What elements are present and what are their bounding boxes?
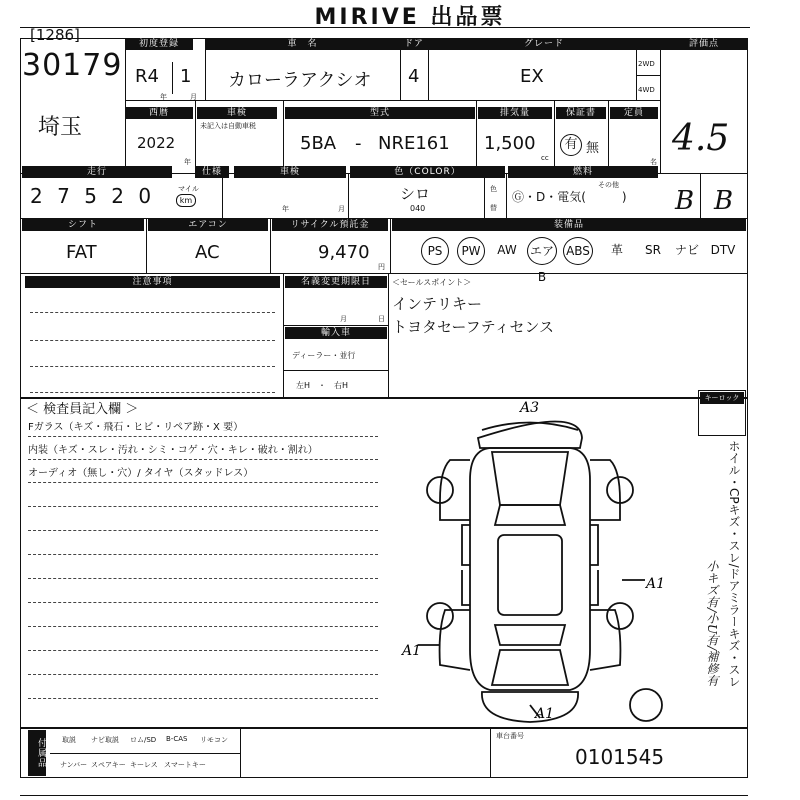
inspector-rule	[28, 698, 378, 699]
evaluation-score: 4.5	[672, 118, 730, 159]
shift-value: FAT	[66, 242, 97, 263]
inspector-rule	[28, 506, 378, 507]
accessory: リモコン	[200, 736, 228, 744]
trunk	[492, 650, 568, 685]
mileage-digit: 2	[30, 184, 47, 208]
divider	[283, 370, 388, 371]
recycle-header: リサイクル預託金	[272, 219, 388, 231]
divider	[20, 273, 748, 274]
owner-change-header: 名義変更期限日	[285, 276, 387, 288]
year-unit-2: 年	[184, 158, 191, 166]
model-header: 型式	[285, 107, 475, 119]
damage-mark-a3: A3	[520, 400, 540, 416]
note-line	[30, 366, 275, 367]
fuel-header: 燃料	[508, 166, 658, 178]
lot-box: [1286]	[30, 26, 80, 44]
model-prefix: 5BA	[300, 133, 337, 154]
accessory: キーレス	[130, 761, 158, 769]
warranty-yes	[560, 134, 582, 156]
equipment-header: 装備品	[392, 219, 746, 231]
divider	[660, 38, 661, 173]
vertical-note-2: 小キズ有/小U有/補修有	[705, 560, 719, 687]
mileage-unit-mile: マイル	[178, 185, 199, 193]
drive-2wd: 2WD	[638, 60, 655, 68]
sales-point-2: トヨタセーフティセンス	[392, 318, 555, 336]
equip-abs: ABS	[561, 237, 595, 265]
inspector-rule	[28, 554, 378, 555]
inspector-rule	[28, 650, 378, 651]
divider	[172, 62, 173, 94]
mileage-header: 走行	[22, 166, 172, 178]
mileage-digits	[30, 184, 155, 208]
equip-sr: SR	[645, 243, 661, 257]
spec-header: 仕様	[195, 166, 229, 178]
fuel-other: その他	[598, 181, 619, 189]
divider	[240, 728, 241, 778]
inspector-rule	[28, 482, 378, 483]
equip-ps: PS	[418, 237, 452, 265]
divider	[390, 218, 391, 273]
first-reg-era: R4	[135, 66, 159, 87]
equip-airbag: エアB	[525, 237, 559, 290]
doors-value: 4	[408, 66, 420, 87]
color-name: シロ	[400, 185, 431, 203]
owner-change-day: 日	[378, 315, 385, 323]
note-line	[30, 392, 275, 393]
rear-left-wheel	[427, 603, 453, 629]
rear-window	[495, 625, 565, 645]
car-body	[470, 448, 590, 690]
divider	[400, 38, 401, 100]
inspector-rule	[28, 602, 378, 603]
lot-number: 30179	[22, 48, 123, 83]
inspector-header: ＜ 検査員記入欄 ＞	[26, 402, 139, 417]
divider	[283, 325, 388, 326]
mileage-digit: 2	[111, 184, 129, 208]
divider	[283, 273, 284, 398]
score-interior: B	[675, 186, 695, 216]
divider	[50, 753, 240, 754]
divider	[195, 100, 196, 173]
equip-aw: AW	[497, 243, 517, 257]
divider	[476, 100, 477, 173]
recycle-value: 9,470	[318, 242, 370, 263]
mileage-digit: 7	[57, 184, 74, 208]
note-line	[30, 312, 275, 313]
fuel-value: Ⓖ・D・電気( )	[512, 190, 627, 204]
drive-4wd: 4WD	[638, 86, 655, 94]
divider	[125, 38, 126, 173]
evaluation-header: 評価点	[660, 38, 748, 50]
warranty-no: 無	[586, 141, 600, 156]
divider	[125, 100, 660, 101]
inspector-line-3: オーディオ（無し・穴）/ タイヤ（スタッドレス）	[28, 468, 254, 479]
color-label-1: 色	[490, 185, 497, 193]
divider	[554, 100, 555, 173]
year-header: 西暦	[125, 107, 193, 119]
km-circle: km	[176, 194, 196, 207]
page-title: MIRIVE 出品票	[314, 5, 506, 30]
right-door	[590, 525, 598, 605]
chassis-header: 車台番号	[496, 732, 524, 740]
inspection-note: 未記入は自動車税	[200, 122, 256, 130]
shaken-month: 月	[338, 205, 345, 213]
month-unit: 月	[190, 93, 197, 101]
year-value: 2022	[137, 134, 176, 152]
right-rear-fender	[590, 610, 620, 670]
equip-leather: 革	[610, 243, 623, 257]
divider	[388, 273, 389, 398]
divider	[506, 173, 507, 218]
mileage-digit: 5	[84, 184, 101, 208]
mileage-unit-km	[176, 194, 196, 207]
import-handle: 左H ・ 右H	[296, 381, 349, 390]
page-bottom-rule	[20, 795, 748, 796]
capacity-unit: 名	[650, 158, 657, 166]
windshield	[495, 505, 565, 525]
divider	[636, 75, 660, 76]
score-exterior: B	[714, 186, 734, 216]
doors-header: ドア	[400, 38, 428, 50]
inspection-header: 車検	[197, 107, 277, 119]
divider	[700, 173, 701, 218]
divider	[283, 100, 284, 173]
capacity-header: 定員	[610, 107, 658, 119]
inspector-rule	[28, 674, 378, 675]
accessory: ナビ取説	[91, 736, 119, 744]
recycle-unit: 円	[378, 263, 385, 271]
accessory: スペアキー	[91, 761, 126, 769]
aircon-header: エアコン	[148, 219, 268, 231]
displacement-value: 1,500	[484, 133, 536, 154]
damage-mark-a1-left: A1	[402, 643, 422, 659]
accessory: スマートキー	[164, 761, 206, 769]
divider	[428, 38, 429, 100]
accessory: B-CAS	[166, 735, 188, 743]
warranty-header: 保証書	[556, 107, 606, 119]
model-dash: -	[355, 133, 362, 154]
divider	[205, 38, 206, 100]
hood	[492, 452, 568, 505]
roof	[498, 535, 562, 615]
damage-mark-a1-rear: A1	[535, 706, 555, 722]
displacement-header: 排気量	[478, 107, 552, 119]
color-code: 040	[410, 204, 426, 213]
import-header: 輸入車	[285, 327, 387, 339]
shaken-header: 車検	[234, 166, 346, 178]
notes-header: 注意事項	[25, 276, 280, 288]
inspector-rule	[28, 459, 378, 460]
warranty-yes-circle: 有	[560, 134, 582, 156]
right-front-fender	[590, 460, 620, 520]
divider	[348, 173, 349, 218]
equip-pw: PW	[454, 237, 488, 265]
equip-navi: ナビ	[674, 243, 699, 257]
model-code: NRE161	[378, 133, 450, 154]
first-reg-header: 初度登録	[125, 38, 193, 50]
equip-dtv: DTV	[710, 243, 736, 257]
grade-value: EX	[520, 66, 544, 87]
note-line	[30, 340, 275, 341]
car-name: カローラアクシオ	[228, 70, 372, 91]
grade-header: グレード	[428, 38, 660, 50]
keylock-header: キーロック	[700, 392, 744, 404]
shaken-year: 年	[282, 205, 289, 213]
inspector-line-2: 内装（キズ・スレ・汚れ・シミ・コゲ・穴・キレ・破れ・割れ）	[28, 445, 318, 456]
aircon-value: AC	[195, 242, 220, 263]
year-unit: 年	[160, 93, 167, 101]
owner-change-month: 月	[340, 315, 347, 323]
region: 埼玉	[38, 115, 83, 140]
inspector-line-1: Fガラス（キズ・飛石・ヒビ・リペア跡・X 要）	[28, 422, 244, 433]
divider	[222, 173, 223, 218]
color-label-2: 替	[490, 204, 497, 212]
divider	[146, 218, 147, 273]
color-header: 色（COLOR）	[350, 166, 505, 178]
vertical-note-1: ホイル・CPキズ・スレ/ドアミラーキズ・スレ	[727, 440, 741, 688]
accessory: ロム/SD	[130, 736, 157, 744]
divider	[270, 218, 271, 273]
import-type: ディーラー・並行	[292, 351, 356, 360]
front-bumper	[478, 422, 582, 449]
car-name-header: 車 名	[205, 38, 400, 50]
first-reg-month: 1	[180, 66, 192, 87]
inspector-rule	[28, 530, 378, 531]
divider	[490, 728, 491, 778]
inspector-rule	[28, 626, 378, 627]
damage-mark-a1-right: A1	[646, 576, 666, 592]
divider	[484, 173, 485, 218]
left-front-fender	[440, 460, 470, 520]
rear-right-wheel	[607, 603, 633, 629]
spare-wheel	[630, 689, 662, 721]
car-diagram	[400, 400, 700, 730]
shift-header: シフト	[22, 219, 144, 231]
accessory: ナンバー	[60, 761, 88, 769]
sales-point-header: ＜セールスポイント＞	[392, 278, 472, 287]
mileage-digit: 0	[138, 184, 156, 208]
chassis-number: 0101545	[575, 745, 665, 769]
title-rule	[20, 27, 750, 28]
left-rear-fender	[440, 610, 470, 670]
accessory: 取説	[62, 736, 76, 744]
rear-bumper	[482, 692, 578, 722]
accessories-header: 付属品	[28, 730, 46, 776]
left-door	[462, 525, 470, 605]
displacement-unit: cc	[541, 154, 549, 162]
inspector-rule	[28, 578, 378, 579]
inspector-rule	[28, 436, 378, 437]
divider	[608, 100, 609, 173]
sales-point-1: インテリキー	[392, 295, 483, 313]
